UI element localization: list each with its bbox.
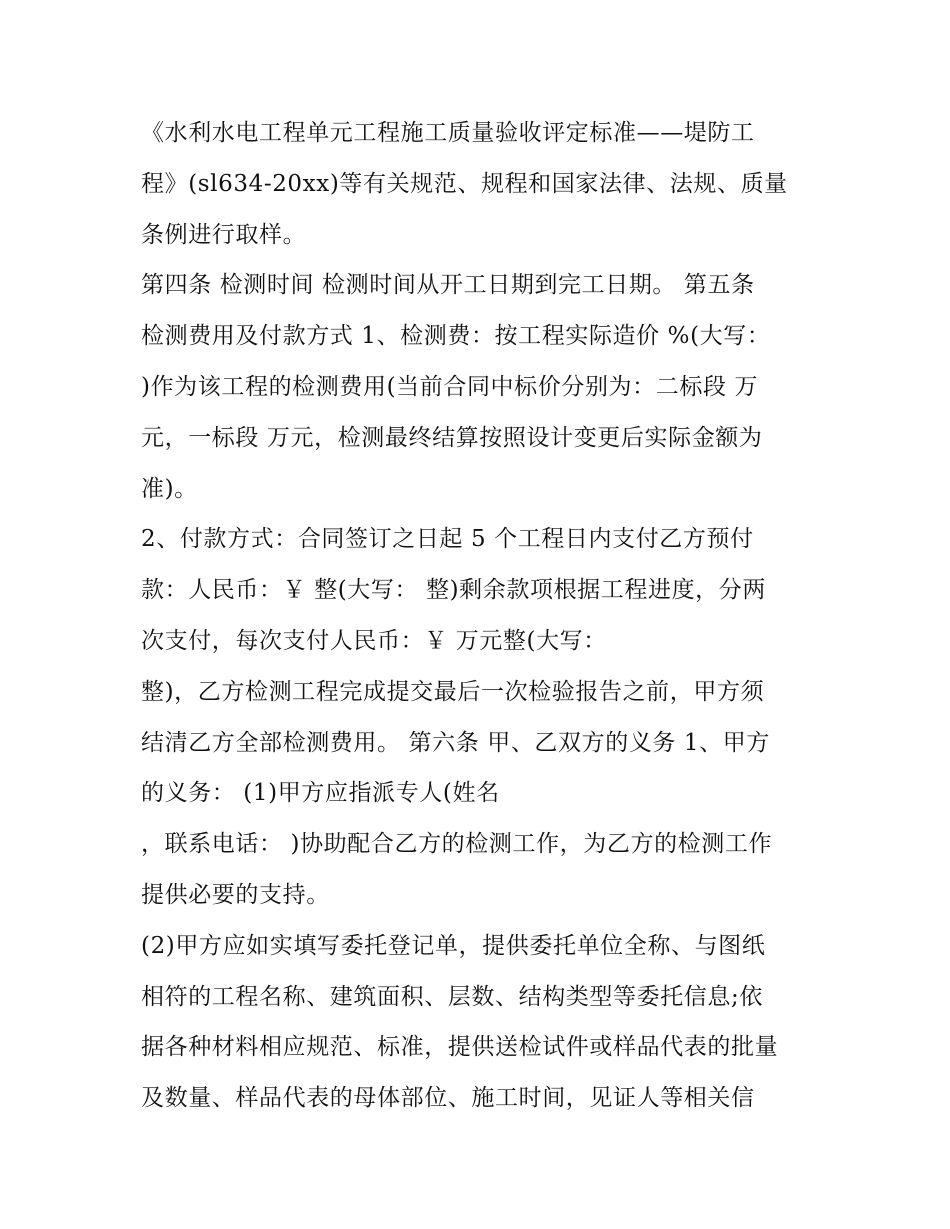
text-line: 款：人民币：￥ 整(大写： 整)剩余款项根据工程进度，分两 (141, 577, 766, 604)
text-line: 2、付款方式：合同签订之日起 5 个工程日内支付乙方预付 (141, 526, 754, 553)
text-line: 及数量、样品代表的母体部位、施工时间，见证人等相关信 (141, 1085, 755, 1112)
text-line: 提供必要的支持。 (141, 881, 330, 908)
text-line: 相符的工程名称、建筑面积、层数、结构类型等委托信息;依 (141, 983, 763, 1010)
text-line: 的义务： (1)甲方应指派专人(姓名 (141, 780, 500, 807)
text-line: 条例进行取样。 (141, 221, 307, 248)
contract-text-body (141, 108, 841, 1124)
text-line: 检测费用及付款方式 1、检测费：按工程实际造价 %(大写： (141, 323, 771, 350)
text-line: 据各种材料相应规范、标准，提供送检试件或样品代表的批量 (141, 1034, 779, 1061)
text-line: 元，一标段 万元，检测最终结算按照设计变更后实际金额为 (141, 424, 763, 451)
text-line: 程》(sl634-20xx)等有关规范、规程和国家法律、法规、质量 (141, 170, 788, 197)
text-line: 结清乙方全部检测费用。 第六条 甲、乙双方的义务 1、甲方 (141, 729, 770, 756)
text-line: 《水利水电工程单元工程施工质量验收评定标准——堤防工 (141, 120, 755, 146)
text-line: 整)，乙方检测工程完成提交最后一次检验报告之前，甲方须 (141, 678, 765, 705)
text-line: 次支付，每次支付人民币：￥ 万元整(大写： (141, 627, 607, 654)
text-line: (2)甲方应如实填写委托登记单，提供委托单位全称、与图纸 (141, 932, 766, 959)
text-line: 第四条 检测时间 检测时间从开工日期到完工日期。 第五条 (141, 272, 755, 299)
text-line: )作为该工程的检测费用(当前合同中标价分别为：二标段 万 (141, 373, 759, 400)
text-line: 准)。 (141, 475, 198, 502)
text-line: ，联系电话： )协助配合乙方的检测工作，为乙方的检测工作 (141, 831, 773, 858)
